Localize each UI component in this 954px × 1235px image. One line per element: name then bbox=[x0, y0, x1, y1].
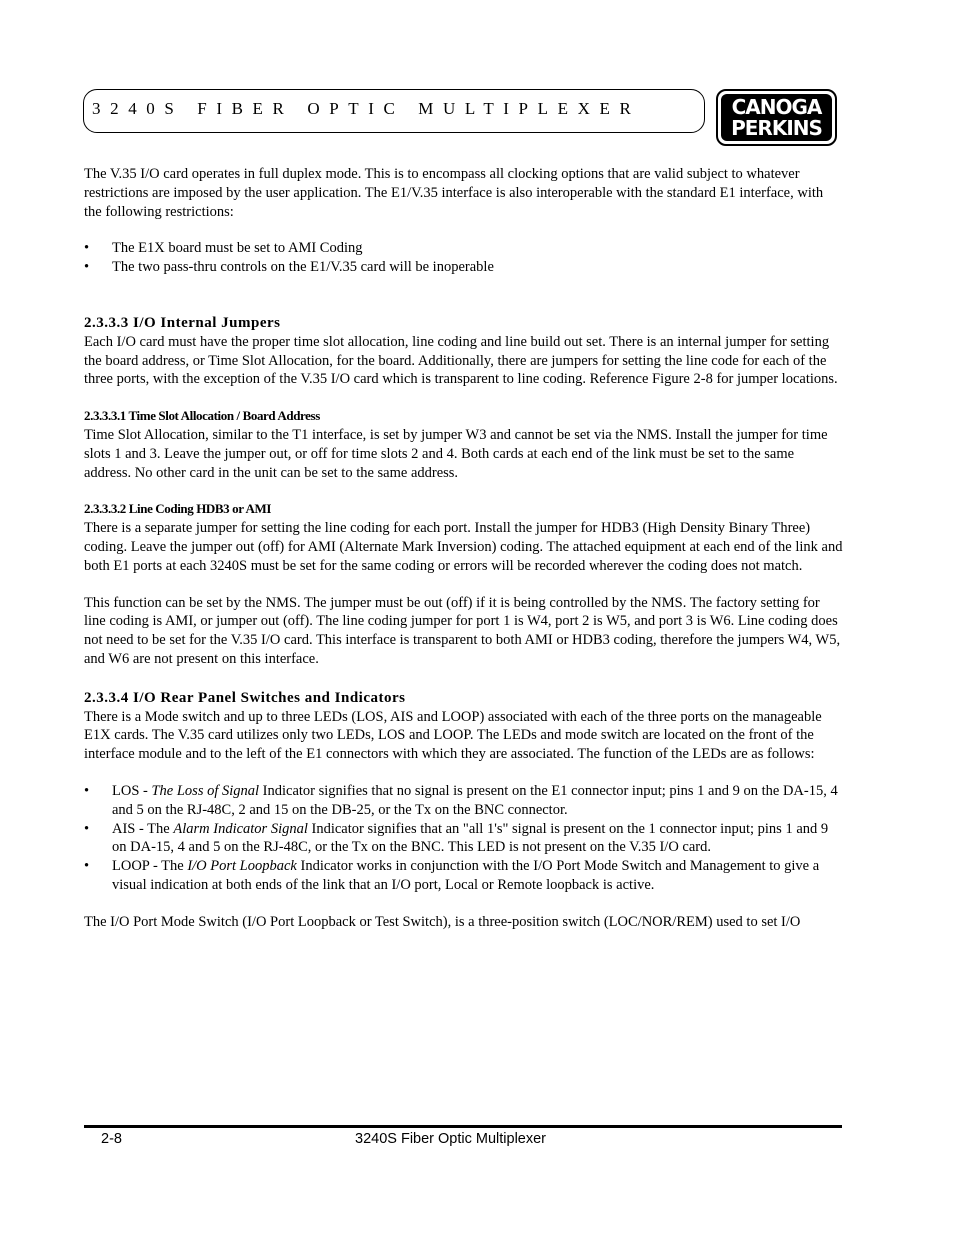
section-heading-jumpers: 2.3.3.3 I/O Internal Jumpers bbox=[84, 314, 281, 331]
canoga-perkins-logo bbox=[716, 89, 837, 146]
list-item: • LOOP - The I/O Port Loopback Indicator works in conjunction with the I/O Port Mode Switch and Management to give a visual indication at both ends of the link that an I/O port, Local or Remote loopback is active. bbox=[84, 858, 820, 893]
list-item: • The E1X board must be set to AMI Coding bbox=[84, 240, 363, 257]
line-coding-paragraph-1: There is a separate jumper for setting the line coding for each port. Install the jumper for HDB3 (High Density Binary Three) coding. Leave the jumper out (off) for AMI (Alternate Mark Inversion) coding. The attached equipment at each end of the link and both E1 ports at each 3240S must be set for the same coding or errors will be recorded wherever the coding does not match. bbox=[84, 520, 843, 574]
jumpers-paragraph: Each I/O card must have the proper time slot allocation, line coding and line build out set. There is an internal jumper for setting the board address, or Time Slot Allocation, for the board. Additionally, there are jumpers for setting the line code for each of the three ports, with the exception of the V.35 I/O card which is transparent to line coding. Reference Figure 2-8 for jumper locations. bbox=[84, 333, 838, 388]
list-item: • AIS - The Alarm Indicator Signal Indicator signifies that an "all 1's" signal is present on the 1 connector input; pins 1 and 9 on DA-15, 4 and 5 on the RJ-48C, or the Tx on the BNC. This LED is not present on the V.35 I/O card. bbox=[84, 820, 829, 856]
footer-rule bbox=[84, 1125, 842, 1128]
time-slot-paragraph: Time Slot Allocation, similar to the T1 interface, is set by jumper W3 and cannot be set via the NMS. Install the jumper for time slots 1 and 3. Leave the jumper out, or off for time slots 2 and 4. Both cards at each end of the link must be set to the same address. No other card in the unit can be set to the same address. bbox=[84, 426, 828, 481]
closing-paragraph: The I/O Port Mode Switch (I/O Port Loopback or Test Switch), is a three-position switch (LOC/NOR/REM) used to set I/O bbox=[84, 913, 801, 930]
logo-line-1: CANOGA bbox=[731, 94, 822, 119]
section-heading-rear-panel: 2.3.3.4 I/O Rear Panel Switches and Indicators bbox=[84, 689, 406, 706]
list-item: • The two pass-thru controls on the E1/V.35 card will be inoperable bbox=[84, 259, 494, 276]
logo-line-2: PERKINS bbox=[731, 115, 822, 140]
rear-panel-paragraph: There is a Mode switch and up to three LEDs (LOS, AIS and LOOP) associated with each of the three ports on the manageable E1X cards. The V.35 card utilizes only two LEDs, LOS and LOOP. The LEDs and mode switch are located on the front of the interface module and to the left of the E1 connectors with which they are associated. The function of the LEDs are as follows: bbox=[84, 708, 822, 763]
page-number: 2-8 bbox=[101, 1131, 122, 1147]
header-title: 3240S FIBER OPTIC MULTIPLEXER bbox=[92, 99, 641, 118]
page-body bbox=[84, 165, 844, 932]
section-heading-time-slot: 2.3.3.3.1 Time Slot Allocation / Board Address bbox=[84, 408, 320, 424]
section-heading-line-coding: 2.3.3.3.2 Line Coding HDB3 or AMI bbox=[84, 501, 271, 517]
intro-paragraph: The V.35 I/O card operates in full duplex mode. This is to encompass all clocking options that are valid subject to whatever restrictions are imposed by the user application. The E1/V.35 interface is also interoperable with the standard E1 interface, with the following restrictions: bbox=[84, 166, 824, 220]
footer-title: 3240S Fiber Optic Multiplexer bbox=[355, 1131, 546, 1147]
line-coding-paragraph-2: This function can be set by the NMS. The jumper must be out (off) if it is being controlled by the NMS. The factory setting for line coding is AMI, or jumper out (off). The line coding jumper for port 1 is W4, port 2 is W5, and port 3 is W6. Line coding does not need to be set for the V.35 I/O card. This interface is transparent to both AMI or HDB3 coding, therefore the jumpers W4, W5, and W6 are not present on this interface. bbox=[84, 594, 841, 667]
list-item: • LOS - The Loss of Signal Indicator signifies that no signal is present on the E1 connector input; pins 1 and 9 on the DA-15, 4 and 5 on the RJ-48C, 2 and 15 on the DB-25, or the Tx on the BNC connector. bbox=[84, 782, 838, 818]
